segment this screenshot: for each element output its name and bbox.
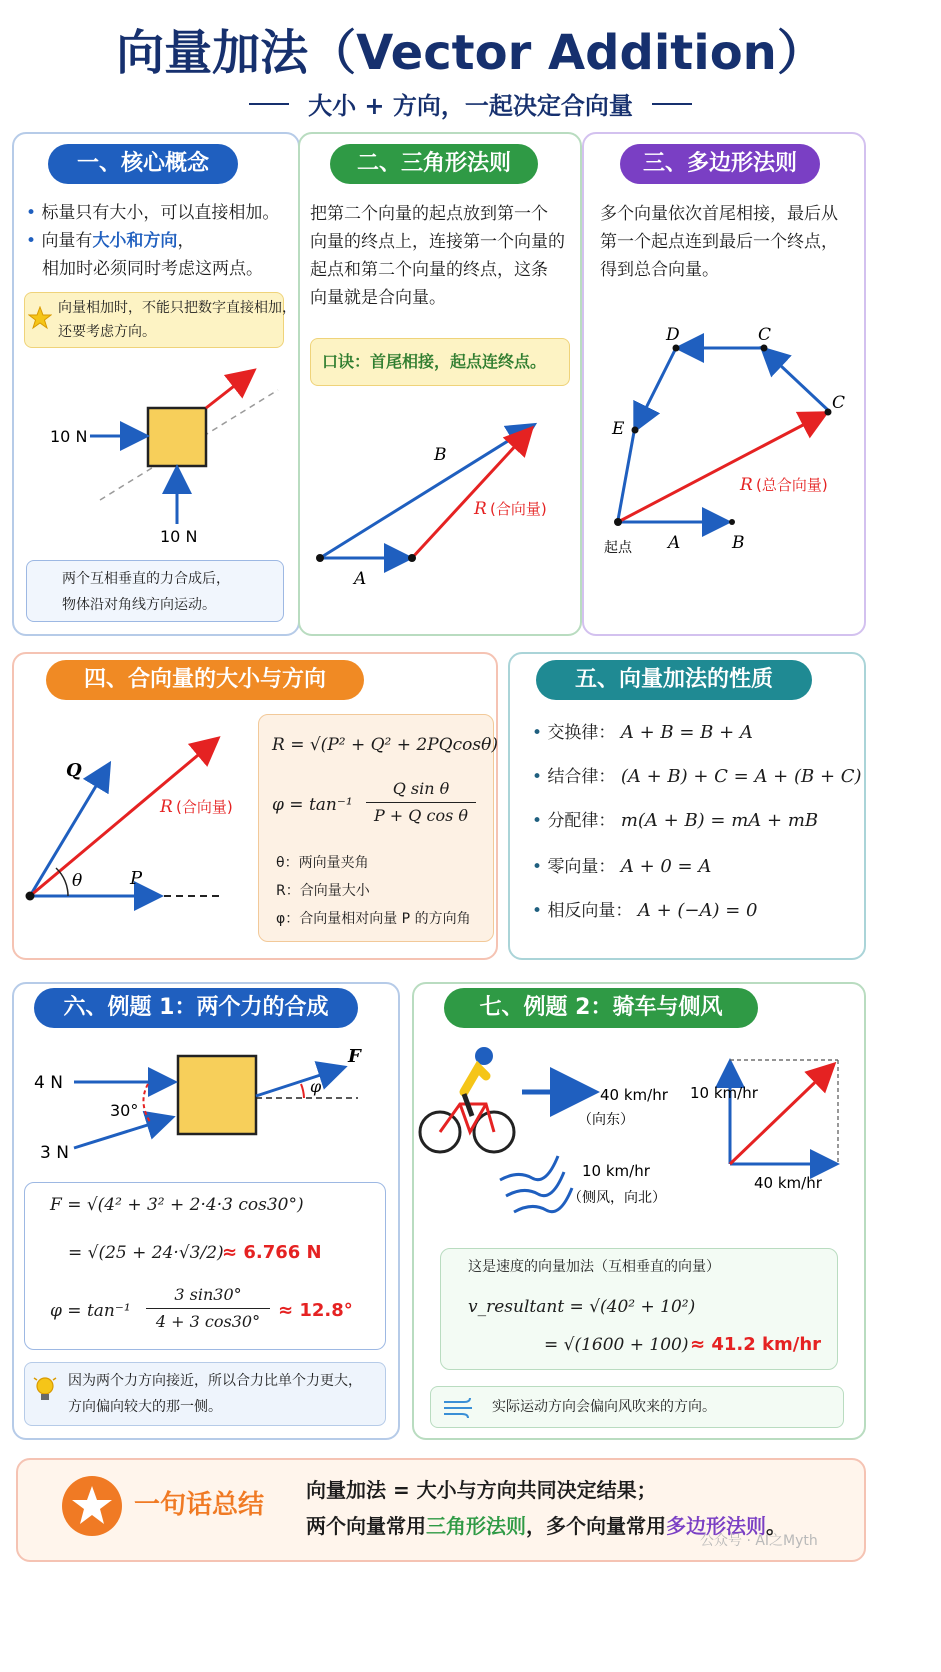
s5-prop-5-name: 相反向量：: [547, 901, 633, 921]
s6-formula-f2: = √(25 + 24·√3/2): [68, 1243, 224, 1263]
s3-label-c-top: C: [758, 325, 772, 345]
s4-phi-denominator: P + Q cos θ: [373, 806, 469, 825]
s4-formula-phi-fraction: [366, 776, 476, 829]
s5-prop-opposite: • 相反向量： A + (−A) = 0: [532, 900, 758, 921]
s1-bullet-1-text: 标量只有大小，可以直接相加。: [41, 203, 280, 223]
s6-formula-f1: F = √(4² + 3² + 2·4·3 cos30°): [50, 1195, 304, 1215]
s7-formula-v1: v_resultant = √(40² + 10²): [468, 1297, 696, 1317]
s6-tip-line-1: 因为两个力方向接近，所以合力比单个力更大，: [68, 1373, 362, 1389]
s2-label-a: A: [354, 569, 367, 589]
s1-force-left-label: 10 N: [50, 427, 88, 446]
s5-prop-associative: • 结合律： (A + B) + C = A + (B + C): [532, 766, 862, 787]
section-1-badge: 一、核心概念: [48, 144, 238, 184]
watermark: 公众号 · AI之Myth: [700, 1533, 818, 1549]
s6-formula-phi-left: φ = tan⁻¹: [50, 1301, 131, 1321]
s4-label-r-note: (合向量): [176, 798, 233, 816]
s2-vector-b: [320, 426, 532, 558]
s6-phi-arc: [301, 1084, 304, 1098]
s7-diagram-resultant: [730, 1066, 832, 1164]
s5-prop-commutative: • 交换律： A + B = B + A: [532, 722, 753, 743]
page-subtitle-wrap: [0, 86, 941, 121]
s3-label-e: E: [612, 419, 625, 439]
summary-star-icon: [60, 1474, 124, 1538]
s6-label-4n: 4 N: [34, 1073, 63, 1093]
s1-block: [148, 408, 206, 466]
s4-label-r: R: [160, 797, 173, 817]
s7-diagram-label-h: 40 km/hr: [754, 1174, 822, 1192]
s2-point-start: [316, 554, 324, 562]
s6-label-f: F: [348, 1046, 361, 1067]
s6-result-f: ≈ 6.766 N: [222, 1242, 322, 1263]
summary-line-1: 向量加法 = 大小与方向共同决定结果；: [306, 1478, 657, 1502]
s3-vector-e: [618, 432, 634, 520]
s6-arrow-f: [256, 1068, 342, 1096]
s1-caption-line-1: 两个互相垂直的力合成后，: [62, 571, 230, 587]
summary-line-2-c: ，多个向量常用: [526, 1514, 666, 1538]
s3-point-b: [729, 519, 735, 525]
s5-prop-5-formula: A + (−A) = 0: [637, 900, 758, 921]
s7-scene: [414, 1036, 864, 1226]
s1-note-line-1: 向量相加时，不能只把数字直接相加，: [58, 300, 296, 316]
s4-legend-theta: θ：两向量夹角: [276, 855, 369, 871]
s2-triangle-diagram: [300, 400, 580, 600]
s1-bullet-2-line2: 相加时必须同时考虑这两点。: [42, 259, 263, 279]
s7-label-wind-note: （侧风，向北）: [568, 1190, 666, 1206]
s4-phi-numerator: Q sin θ: [366, 776, 476, 803]
s4-vector-q: [30, 766, 108, 896]
s3-label-r-note: (总合向量): [756, 476, 828, 494]
s5-prop-1-name: 交换律：: [547, 723, 616, 743]
summary-polygon-rule: 多边形法则: [666, 1514, 766, 1538]
s7-diagram-label-v: 10 km/hr: [690, 1084, 758, 1102]
s3-label-a: A: [668, 533, 681, 553]
s1-bullet-2-prefix: 向量有: [41, 231, 93, 251]
s3-vector-r: [618, 414, 824, 522]
s2-text-line-1: 把第二个向量的起点放到第一个: [310, 204, 548, 224]
s7-tip: 实际运动方向会偏向风吹来的方向。: [492, 1399, 716, 1415]
s2-text-line-2: 向量的终点上，连接第一个向量的: [310, 232, 565, 252]
section-3-badge: 三、多边形法则: [620, 144, 820, 184]
s2-point-mid: [408, 554, 416, 562]
s7-label-east-note: （向东）: [578, 1112, 634, 1128]
s3-point-c: [825, 409, 832, 416]
cyclist-icon: [420, 1047, 514, 1152]
page-title: 向量加法（Vector Addition）: [116, 25, 825, 81]
s2-label-r-note: (合向量): [490, 500, 547, 518]
s1-bullet-1: • 标量只有大小，可以直接相加。: [26, 203, 280, 223]
section-7-badge: 七、例题 2：骑车与侧风: [444, 988, 758, 1028]
s4-label-q: Q: [66, 760, 82, 781]
s1-bullet-2-highlight: 大小和方向: [92, 231, 178, 251]
s3-label-b: B: [732, 533, 745, 553]
s7-label-speed-east: 40 km/hr: [600, 1086, 668, 1104]
s2-vector-r: [412, 430, 530, 558]
section-4-badge: 四、合向量的大小与方向: [46, 660, 364, 700]
s7-result-v: ≈ 41.2 km/hr: [690, 1334, 822, 1355]
s5-prop-3-name: 分配律：: [547, 811, 616, 831]
section-5-badge: 五、向量加法的性质: [536, 660, 812, 700]
lightbulb-icon: [32, 1374, 58, 1406]
summary-triangle-rule: 三角形法则: [426, 1514, 526, 1538]
s6-block: [178, 1056, 256, 1134]
s5-prop-2-name: 结合律：: [547, 767, 616, 787]
s5-prop-1-formula: A + B = B + A: [620, 722, 753, 743]
s3-label-start: 起点: [604, 540, 632, 556]
s3-text-line-1: 多个向量依次首尾相接，最后从: [600, 204, 838, 224]
s7-label-speed-wind: 10 km/hr: [582, 1162, 650, 1180]
s4-label-p: P: [130, 868, 143, 889]
summary-title: 一句话总结: [134, 1490, 265, 1520]
s6-formula-phi-fraction: [146, 1282, 270, 1335]
s1-arrow-resultant: [206, 372, 252, 408]
s3-label-d: D: [666, 325, 680, 345]
s6-force-diagram: [20, 1040, 392, 1170]
summary-line-2-e: 。: [766, 1514, 786, 1538]
s5-prop-4-formula: A + 0 = A: [620, 856, 712, 877]
s3-point-ctop: [761, 345, 768, 352]
s6-phi-numerator: 3 sin30°: [146, 1282, 270, 1309]
s4-formula-phi-left: φ = tan⁻¹: [272, 795, 353, 815]
s6-angle-arc: [143, 1084, 150, 1122]
s5-prop-3-formula: m(A + B) = mA + mB: [620, 810, 819, 831]
s4-label-theta: θ: [72, 871, 83, 891]
s3-polygon-diagram: [590, 310, 860, 570]
section-2-badge: 二、三角形法则: [330, 144, 538, 184]
s2-mnemonic: 口诀：首尾相接，起点连终点。: [322, 352, 547, 371]
s1-force-bottom-label: 10 N: [160, 527, 198, 546]
s4-legend-r: R：合向量大小: [276, 883, 370, 899]
s2-label-b: B: [434, 445, 447, 465]
s1-bullet-2-suffix: ，: [177, 231, 195, 251]
wind-gust-icon: [442, 1396, 476, 1418]
s7-box-title: 这是速度的向量加法（互相垂直的向量）: [468, 1259, 720, 1275]
s6-arrow-3n: [74, 1118, 170, 1148]
s3-text-line-2: 第一个起点连到最后一个终点，: [600, 232, 838, 252]
s4-vector-diagram: [14, 720, 254, 920]
s6-label-3n: 3 N: [40, 1143, 69, 1163]
s6-phi-denominator: 4 + 3 cos30°: [155, 1312, 261, 1331]
s6-tip-line-2: 方向偏向较大的那一侧。: [68, 1399, 222, 1415]
s2-label-r: R: [474, 499, 487, 519]
s2-text-line-4: 向量就是合向量。: [310, 288, 446, 308]
s5-prop-4-name: 零向量：: [547, 857, 616, 877]
s4-legend-phi: φ：合向量相对向量 P 的方向角: [276, 911, 471, 927]
s3-point-start: [614, 518, 622, 526]
s4-vector-r: [30, 740, 216, 896]
page-subtitle: 大小 + 方向，一起决定合向量: [308, 92, 633, 120]
s6-label-angle: 30°: [110, 1101, 139, 1120]
section-6-badge: 六、例题 1：两个力的合成: [34, 988, 358, 1028]
s3-vector-c: [764, 350, 830, 412]
s1-note-line-2: 还要考虑方向。: [58, 324, 156, 340]
s3-vector-d: [636, 348, 676, 428]
summary-line-2-a: 两个向量常用: [306, 1514, 426, 1538]
s7-formula-v2: = √(1600 + 100): [544, 1335, 689, 1355]
s1-caption-line-2: 物体沿对角线方向运动。: [62, 597, 216, 613]
star-icon: [28, 306, 52, 330]
s5-prop-zero: • 零向量： A + 0 = A: [532, 856, 712, 877]
s3-point-e: [632, 427, 639, 434]
s2-text-line-3: 起点和第二个向量的终点，这条: [310, 260, 548, 280]
s3-text-line-3: 得到总合向量。: [600, 260, 719, 280]
s5-prop-distributive: • 分配律： m(A + B) = mA + mB: [532, 810, 819, 831]
s3-label-r: R: [740, 475, 753, 495]
s6-result-phi: ≈ 12.8°: [278, 1300, 353, 1321]
s3-label-c: C: [832, 393, 846, 413]
s1-force-diagram: [20, 360, 292, 560]
s1-bullet-2: • 向量有大小和方向，: [26, 231, 195, 251]
s4-formula-r: R = √(P² + Q² + 2PQcosθ): [272, 735, 498, 755]
wind-icon: [500, 1156, 572, 1212]
s3-point-d: [673, 345, 680, 352]
s5-prop-2-formula: (A + B) + C = A + (B + C): [620, 766, 862, 787]
s4-origin: [26, 892, 35, 901]
s6-label-phi: φ: [310, 1077, 322, 1096]
